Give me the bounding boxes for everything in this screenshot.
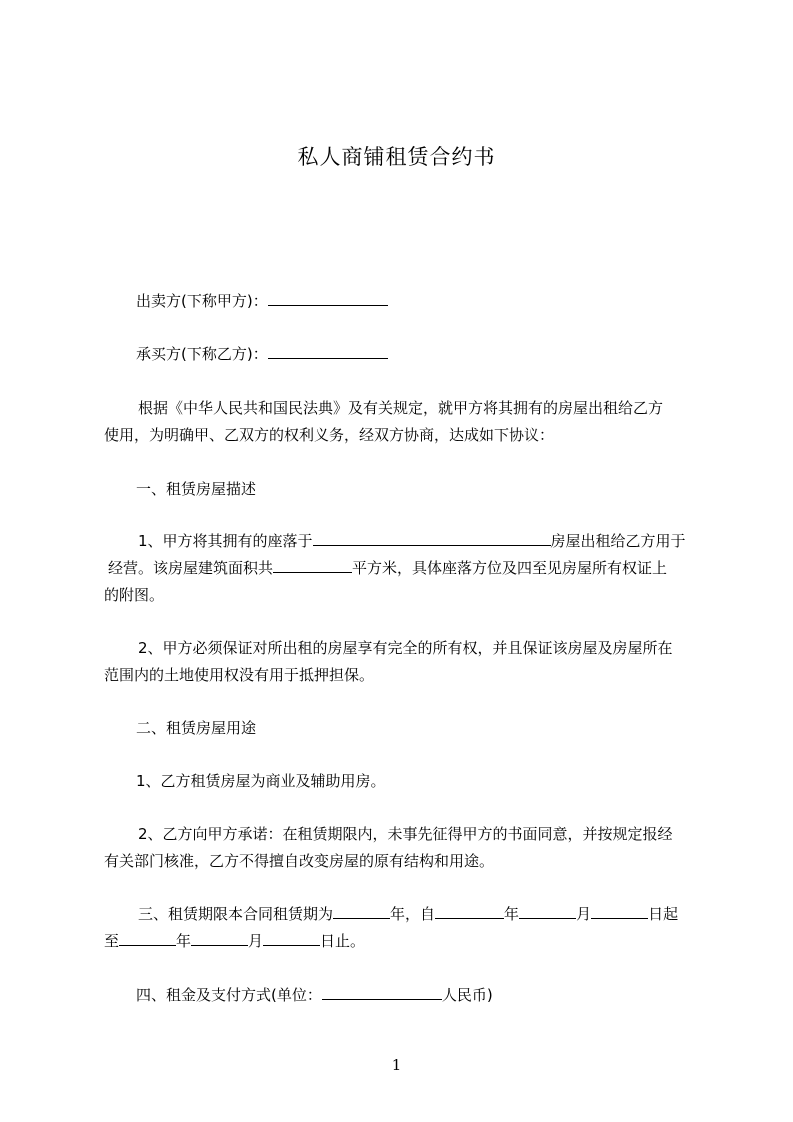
seller-name-blank[interactable] xyxy=(268,291,388,306)
section-3-line-2 xyxy=(104,931,708,951)
intro-text-1: 根据《中华人民共和国民法典》及有关规定，就甲方将其拥有的房屋出租给乙方 xyxy=(138,399,664,417)
document-title: 私人商铺租赁合约书 xyxy=(297,145,496,169)
s3-until-text: 至 xyxy=(104,932,120,950)
seller-line xyxy=(104,291,708,311)
section-2-item-2-line-2 xyxy=(104,851,708,871)
section-2-item-1 xyxy=(104,771,708,791)
section-1-item-1-line-3 xyxy=(104,585,708,605)
seller-label: 出卖方(下称甲方)： xyxy=(136,292,268,310)
section-2-title: 二、租赁房屋用途 xyxy=(136,719,257,737)
s3-from-text: ，自 xyxy=(405,905,436,923)
section-1-item-2-line-2 xyxy=(104,665,708,685)
s3-start-suffix: 日起 xyxy=(648,905,679,923)
s1-item2-text-1: 2、甲方必须保证对所出租的房屋享有完全的所有权，并且保证该房屋及房屋所在 xyxy=(138,639,673,657)
s3-text-1: 三、租赁期限本合同租赁期为 xyxy=(138,905,334,923)
section-1-title: 一、租赁房屋描述 xyxy=(136,480,257,498)
start-month-blank[interactable] xyxy=(519,904,576,919)
section-2-item-2-line-1 xyxy=(104,824,708,844)
property-location-blank[interactable] xyxy=(313,531,551,546)
buyer-line xyxy=(104,344,708,364)
buyer-label: 承买方(下称乙方)： xyxy=(136,345,268,363)
s1-item1-text-1: 1、甲方将其拥有的座落于 xyxy=(138,532,313,550)
page-number: 1 xyxy=(391,1056,402,1074)
end-month-blank[interactable] xyxy=(191,931,248,946)
start-day-blank[interactable] xyxy=(591,904,648,919)
s2-item2-text-2: 有关部门核准，乙方不得擅自改变房屋的原有结构和用途。 xyxy=(104,852,495,870)
end-day-blank[interactable] xyxy=(263,931,320,946)
s4-text-2: 人民币) xyxy=(441,986,493,1004)
s2-item2-text-1: 2、乙方向甲方承诺：在租赁期限内，未事先征得甲方的书面同意，并按规定报经 xyxy=(138,825,673,843)
s1-item1-text-2: 房屋出租给乙方用于 xyxy=(550,532,686,550)
section-3-line-1 xyxy=(104,904,708,924)
floor-area-blank[interactable] xyxy=(273,558,352,573)
s3-year-unit-2: 年 xyxy=(504,905,520,923)
intro-text-2: 使用，为明确甲、乙双方的权利义务，经双方协商，达成如下协议： xyxy=(104,426,555,444)
s1-item1-text-4: 平方米，具体座落方位及四至见房屋所有权证上 xyxy=(352,559,668,577)
section-1-item-1-line-1 xyxy=(104,531,708,551)
intro-paragraph-line-1 xyxy=(104,398,708,418)
s3-month-unit-1: 月 xyxy=(576,905,592,923)
section-1-item-2-line-1 xyxy=(104,638,708,658)
s3-year-unit-1: 年 xyxy=(390,905,406,923)
s3-year-unit-3: 年 xyxy=(176,932,192,950)
s1-item1-text-5: 的附图。 xyxy=(104,586,165,604)
s1-item2-text-2: 范围内的土地使用权没有用于抵押担保。 xyxy=(104,666,375,684)
rent-unit-blank[interactable] xyxy=(322,985,442,1000)
section-1-heading xyxy=(104,479,708,499)
s3-end-suffix: 日止。 xyxy=(320,932,366,950)
buyer-name-blank[interactable] xyxy=(268,344,388,359)
section-1-item-1-line-2 xyxy=(104,558,708,578)
s4-text-1: 四、租金及支付方式(单位： xyxy=(136,986,322,1004)
s1-item1-text-3: 经营。该房屋建筑面积共 xyxy=(108,559,274,577)
section-2-heading xyxy=(104,718,708,738)
section-4-heading xyxy=(104,985,708,1005)
lease-term-years-blank[interactable] xyxy=(333,904,390,919)
s3-month-unit-2: 月 xyxy=(248,932,264,950)
start-year-blank[interactable] xyxy=(435,904,504,919)
end-year-blank[interactable] xyxy=(119,931,176,946)
s2-item1-text: 1、乙方租赁房屋为商业及辅助用房。 xyxy=(136,772,386,790)
intro-paragraph-line-2 xyxy=(104,425,708,445)
